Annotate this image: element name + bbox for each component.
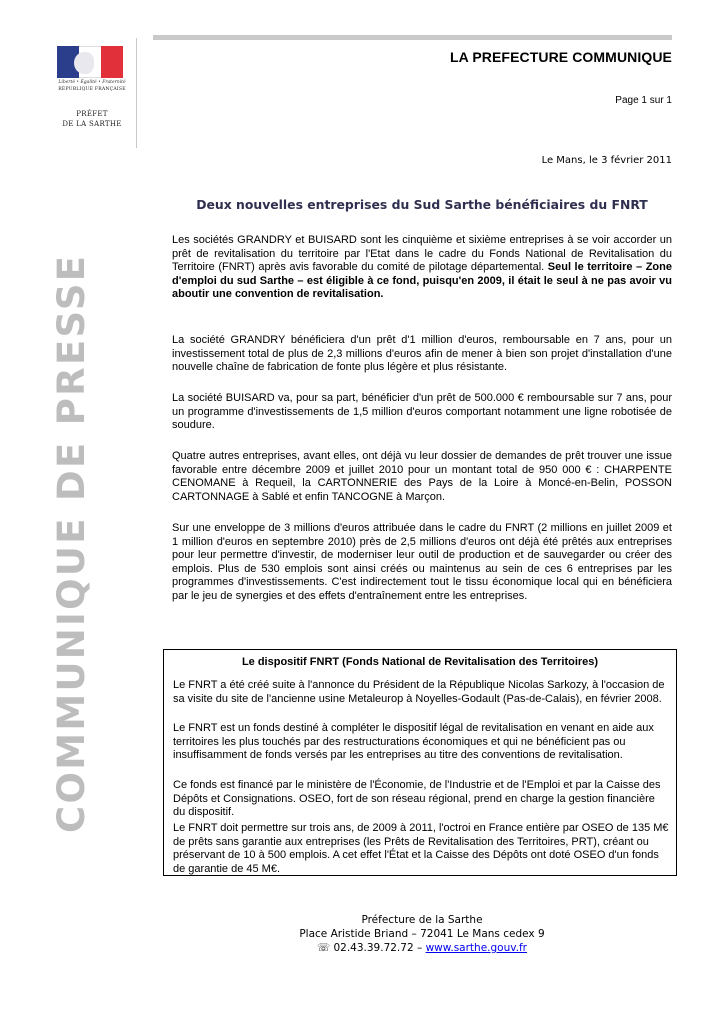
- logo-motto: Liberté • Égalité • Fraternité: [58, 80, 126, 85]
- paragraph-envelope: Sur une enveloppe de 3 millions d'euros attribuée dans le cadre du FNRT (2 millions en juillet 2009 et 1 million d'euros en septembre 2010) près de 2,5 millions d'euros ont déjà été prêtés aux entreprises pour leur permettre d'investir, de moderniser leur outil de production et de sauvegarder ou créer des emplois. Plus de 530 emplois sont ainsi créés ou maintenus au sein de ces 6 entreprises par les programmes d'investissements. C'est indirectement tout le tissu économique local qui en bénéficiera par le jeu de synergies et des effets d'entraînement entre les entreprises.: [172, 522, 672, 602]
- paragraph-intro: [172, 234, 672, 302]
- prefecture-logo: [48, 38, 137, 148]
- fnrt-info-box: [163, 649, 677, 876]
- article-title: Deux nouvelles entreprises du Sud Sarthe bénéficiaires du FNRT: [196, 197, 648, 212]
- fnrt-box-title: Le dispositif FNRT (Fonds National de Revitalisation des Territoires): [241, 656, 599, 668]
- phone-icon: ☏: [317, 942, 331, 954]
- paragraph-intro-text: Les sociétés GRANDRY et BUISARD sont les cinquième et sixième entreprises à se voir accorder un prêt de revitalisation du territoire par l'Etat dans le cadre du Fonds National de Revitalisation du Territoire (FNRT) après avis favorable du comité de pilotage départemental.: [172, 234, 672, 273]
- paragraph-other-companies: Quatre autres entreprises, avant elles, ont déjà vu leur dossier de demandes de prêt trouver une issue favorable entre décembre 2009 et juillet 2010 pour un montant total de 950 000 € : CHARPENTE CENOMANE à Requeil, la CARTONNERIE des Pays de la Loire à Moncé-en-Belin, POSSON CARTONNAGE à Sablé et enfin TANCOGNE à Marçon.: [172, 450, 672, 503]
- logo-republique: RÉPUBLIQUE FRANÇAISE: [58, 87, 126, 92]
- fnrt-box-paragraph: Le FNRT est un fonds destiné à compléter le dispositif légal de revitalisation en venant en aide aux territoires les plus touchés par des restructurations économiques et qui ne bénéficient pas ou insuffisamment de fonds versés par les entreprises au titre des conventions de revitalisation.: [173, 722, 654, 761]
- fnrt-box-paragraph: Le FNRT doit permettre sur trois ans, de 2009 à 2011, l'octroi en France entière par OSEO de 135 M€ de prêts sans garantie aux entreprises (les Prêts de Revitalisation des Territoires, PRT), créant ou préservant de 10 à 500 emplois. A cet effet l'État et la Caisse des Dépôts ont doté OSEO d'un fonds de garantie de 45 M€.: [173, 822, 669, 875]
- paragraph-buisard: La société BUISARD va, pour sa part, bénéficier d'un prêt de 500.000 € remboursable sur 7 ans, pour un programme d'investissements de 1,5 million d'euros comportant notamment une ligne robotisée de soudure.: [172, 392, 672, 431]
- page-number: Page 1 sur 1: [615, 95, 672, 106]
- side-banner: COMMUNIQUE DE PRESSE: [50, 253, 93, 833]
- footer-contact: [172, 941, 672, 955]
- footer-website-link[interactable]: www.sarthe.gouv.fr: [425, 942, 527, 954]
- footer-address-street: Place Aristide Briand – 72041 Le Mans cedex 9: [299, 928, 545, 940]
- fnrt-box-paragraph: Le FNRT a été créé suite à l'annonce du Président de la République Nicolas Sarkozy, à l'occasion de sa visite du site de l'ancienne usine Metaleurop à Noyelles-Godault (Pas-de-Calais), en février 2008.: [173, 679, 665, 705]
- logo-prefet: PRÉFET: [76, 110, 108, 118]
- header-rule: [153, 35, 672, 40]
- footer-address-name: Préfecture de la Sarthe: [361, 914, 483, 926]
- logo-departement: DE LA SARTHE: [62, 120, 122, 128]
- marianne-profile-icon: [74, 52, 94, 74]
- footer-phone: 02.43.39.72.72 –: [330, 942, 426, 954]
- header-title: LA PREFECTURE COMMUNIQUE: [450, 49, 672, 65]
- paragraph-intro-bold: Seul le territoire – Zone d'emploi du sud Sarthe – est éligible à ce fond, puisqu'en 2009, il était le seul à ne pas avoir vu aboutir une convention de revitalisation.: [172, 261, 672, 300]
- fnrt-box-paragraph: Ce fonds est financé par le ministère de l'Économie, de l'Industrie et de l'Emploi et par la Caisse des Dépôts et Consignations. OSEO, fort de son réseau régional, prend en charge la gestion financière du dispositif.: [173, 779, 661, 818]
- paragraph-grandry: La société GRANDRY bénéficiera d'un prêt d'1 million d'euros, remboursable en 7 ans, pour un investissement total de plus de 2,3 millions d'euros afin de mener à bien son projet d'installation d'une nouvelle chaîne de fabrication de fonte plus légère et plus résistante.: [172, 334, 672, 373]
- date-line: Le Mans, le 3 février 2011: [541, 155, 672, 166]
